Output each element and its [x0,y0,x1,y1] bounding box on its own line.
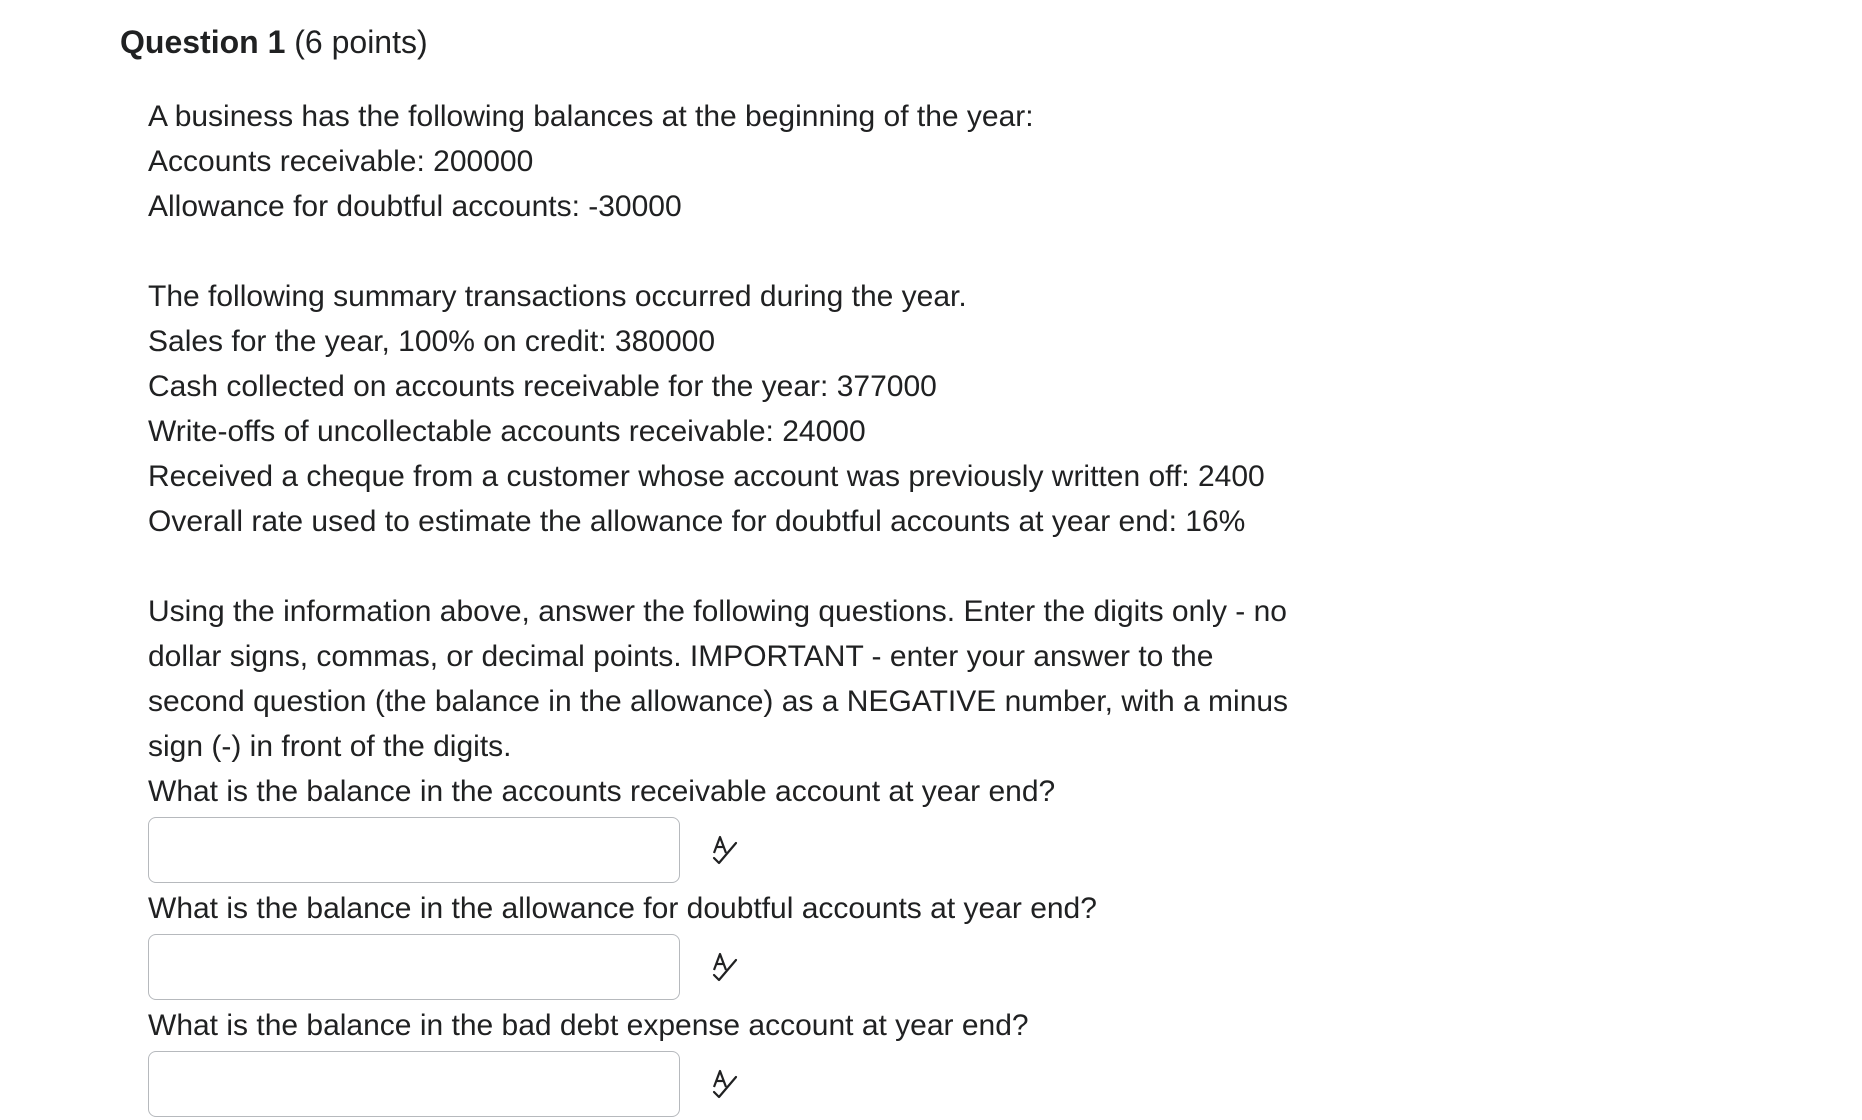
question-header [120,20,428,64]
transaction-item: Overall rate used to estimate the allowance for doubtful accounts at year end: 16% [148,505,1246,538]
question-body [148,94,1348,1120]
transaction-item: Write-offs of uncollectable accounts receivable: 24000 [148,415,866,448]
answer-input-3[interactable] [148,1051,680,1117]
spellcheck-icon[interactable] [710,833,744,867]
balance-allowance: Allowance for doubtful accounts: -30000 [148,190,682,223]
instructions-text: Using the information above, answer the following questions. Enter the digits only - no dollar signs, commas, or decimal points. IMPORTANT - enter your answer to the second question (the balance in the allowance) as a NEGATIVE number, with a minus sign (-) in front of the digits. [148,595,1289,763]
answer-row-2 [148,933,1348,1001]
answer-input-2[interactable] [148,934,680,1000]
transactions-intro: The following summary transactions occurred during the year. [148,280,967,313]
answer-input-1[interactable] [148,817,680,883]
spacer [148,229,1348,274]
transaction-item: Sales for the year, 100% on credit: 380000 [148,325,716,358]
transaction-item: Received a cheque from a customer whose account was previously written off: 2400 [148,460,1265,493]
balance-accounts-receivable: Accounts receivable: 200000 [148,145,534,178]
question-points: (6 points) [294,24,428,60]
transaction-item: Cash collected on accounts receivable for the year: 377000 [148,370,937,403]
spellcheck-icon[interactable] [710,1067,744,1101]
sub-question-prompt-1: What is the balance in the accounts receivable account at year end? [148,775,1056,808]
sub-question-prompt-2: What is the balance in the allowance for doubtful accounts at year end? [148,892,1097,925]
balances-intro: A business has the following balances at the beginning of the year: [148,100,1034,133]
question-title: Question 1 [120,24,286,60]
answer-row-1 [148,816,1348,884]
answer-row-3 [148,1050,1348,1118]
spacer [148,544,1348,589]
spellcheck-icon[interactable] [710,950,744,984]
sub-question-prompt-3: What is the balance in the bad debt expense account at year end? [148,1009,1029,1042]
